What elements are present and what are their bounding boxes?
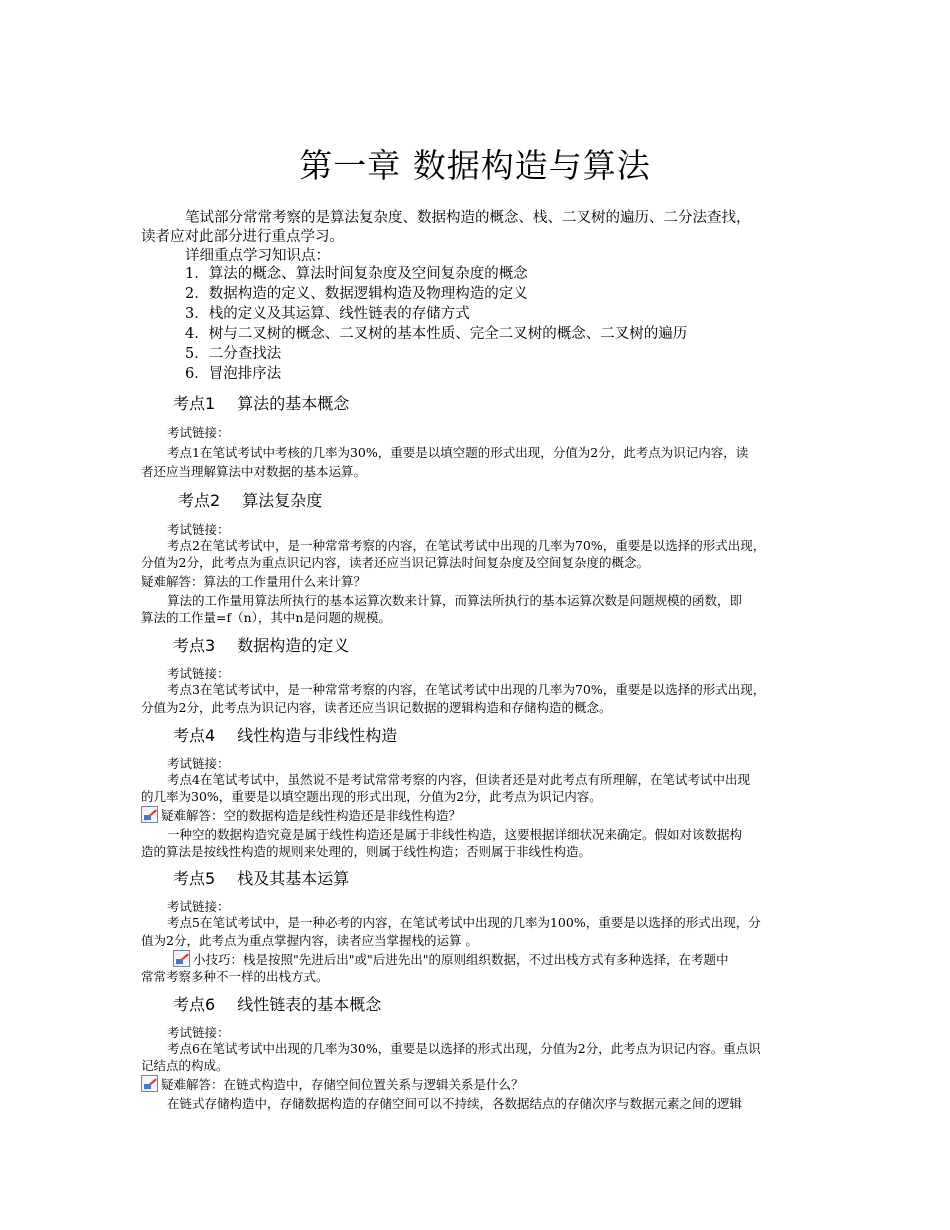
- key-point-6: 6．冒泡排序法: [185, 366, 282, 382]
- section-1-label: 考点1: [173, 394, 216, 413]
- section-3-heading: [173, 635, 349, 657]
- section-3-exam-link: 考试链接：: [167, 666, 230, 681]
- section-6-qa-row: [141, 1075, 524, 1093]
- section-2-answer-2: 算法的工作量=f（n），其中n是问题的规模。: [141, 610, 391, 625]
- section-5-tip-row: [173, 950, 729, 968]
- section-6-exam-link: 考试链接：: [167, 1025, 230, 1040]
- section-1-heading: [173, 393, 349, 415]
- intro-line-1: 笔试部分常常考察的是算法复杂度、数据构造的概念、栈、二叉树的遍历、二分法查找，: [185, 210, 751, 226]
- key-point-2: 2．数据构造的定义、数据逻辑构造及物理构造的定义: [185, 286, 528, 302]
- section-3-text-2: 分值为2分，此考点为识记内容，读者还应当识记数据的逻辑构造和存储构造的概念。: [141, 700, 612, 715]
- section-5-tip-1: 小技巧：栈是按照"先进后出"或"后进先出"的原则组织数据，不过出栈方式有多种选择，在考题中: [193, 952, 729, 967]
- section-2-text-2: 分值为2分，此考点为重点识记内容，读者还应当识记算法时间复杂度及空间复杂度的概念。: [141, 555, 649, 570]
- section-5-name: 栈及其基本运算: [237, 869, 350, 888]
- section-2-exam-link: 考试链接：: [167, 522, 230, 537]
- key-point-3: 3．栈的定义及其运算、线性链表的存储方式: [185, 306, 470, 322]
- section-5-label: 考点5: [173, 869, 216, 888]
- section-6-answer-1: 在链式存储构造中，存储数据构造的存储空间可以不持续，各数据结点的存储次序与数据元素之间的逻辑: [167, 1096, 743, 1111]
- section-5-tip-2: 常常考察多种不一样的出栈方式。: [141, 969, 329, 984]
- section-3-name: 数据构造的定义: [237, 636, 350, 655]
- section-5-exam-link: 考试链接：: [167, 899, 230, 914]
- section-1-text-2: 者还应当理解算法中对数据的基本运算。: [141, 464, 367, 479]
- chapter-title: 第一章 数据构造与算法: [299, 146, 651, 185]
- section-2-name: 算法复杂度: [242, 491, 323, 510]
- section-1-name: 算法的基本概念: [237, 394, 350, 413]
- key-point-5: 5．二分查找法: [185, 346, 282, 362]
- section-6-label: 考点6: [173, 995, 216, 1014]
- section-2-label: 考点2: [178, 491, 221, 510]
- section-3-label: 考点3: [173, 636, 216, 655]
- key-point-4: 4．树与二叉树的概念、二叉树的基本性质、完全二叉树的概念、二叉树的遍历: [185, 326, 688, 342]
- section-6-text-1: 考点6在笔试考试中出现的几率为30%，重要是以选择的形式出现，分值为2分，此考点为识记内容。重点识: [167, 1041, 761, 1056]
- section-5-text-1: 考点5在笔试考试中，是一种必考的内容，在笔试考试中出现的几率为100%，重要是以选择的形式出现，分: [167, 915, 761, 930]
- section-4-answer-1: 一种空的数据构造究竟是属于线性构造还是属于非线性构造，这要根据详细状况来确定。假如对该数据构: [167, 827, 743, 842]
- section-4-answer-2: 造的算法是按线性构造的规则来处理的，则属于线性构造；否则属于非线性构造。: [141, 844, 592, 859]
- section-5-text-2: 值为2分，此考点为重点掌握内容，读者应当掌握栈的运算 。: [141, 933, 478, 948]
- intro-line-2: 读者应对此部分进行重点学习。: [141, 229, 344, 245]
- section-4-qa-row: [141, 806, 461, 824]
- section-6-text-2: 记结点的构成。: [141, 1058, 229, 1073]
- section-1-text-1: 考点1在笔试考试中考核的几率为30%，重要是以填空题的形式出现，分值为2分，此考点为识记内容，读: [167, 445, 749, 460]
- broken-image-icon: [173, 950, 190, 967]
- section-2-text-1: 考点2在笔试考试中，是一种常常考察的内容，在笔试考试中出现的几率为70%，重要是以选择的形式出现，: [167, 538, 766, 553]
- section-4-name: 线性构造与非线性构造: [237, 726, 398, 745]
- section-4-exam-link: 考试链接：: [167, 756, 230, 771]
- section-6-qa: 疑难解答：在链式构造中，存储空间位置关系与逻辑关系是什么？: [161, 1077, 524, 1092]
- section-4-heading: [173, 725, 397, 747]
- key-point-1: 1．算法的概念、算法时间复杂度及空间复杂度的概念: [185, 266, 528, 282]
- section-5-heading: [173, 868, 349, 890]
- section-6-heading: [173, 994, 381, 1016]
- section-4-label: 考点4: [173, 726, 216, 745]
- section-4-text-2: 的几率为30%，重要是以填空题出现的形式出现，分值为2分，此考点为识记内容。: [141, 789, 602, 804]
- section-3-text-1: 考点3在笔试考试中，是一种常常考察的内容，在笔试考试中出现的几率为70%，重要是以选择的形式出现，: [167, 682, 766, 697]
- section-1-exam-link: 考试链接：: [167, 425, 230, 440]
- section-4-qa: 疑难解答：空的数据构造是线性构造还是非线性构造？: [161, 808, 462, 823]
- section-2-heading: [178, 490, 322, 512]
- key-points-heading: 详细重点学习知识点：: [185, 248, 330, 264]
- section-2-answer-1: 算法的工作量用算法所执行的基本运算次数来计算，而算法所执行的基本运算次数是问题规模的函数，即: [167, 593, 743, 608]
- broken-image-icon: [141, 806, 158, 823]
- section-4-text-1: 考点4在笔试考试中，虽然说不是考试常常考察的内容，但读者还是对此考点有所理解，在笔试考试中出现: [167, 772, 750, 787]
- section-2-qa: 疑难解答：算法的工作量用什么来计算？: [141, 574, 367, 589]
- section-6-name: 线性链表的基本概念: [237, 995, 382, 1014]
- broken-image-icon: [141, 1075, 158, 1092]
